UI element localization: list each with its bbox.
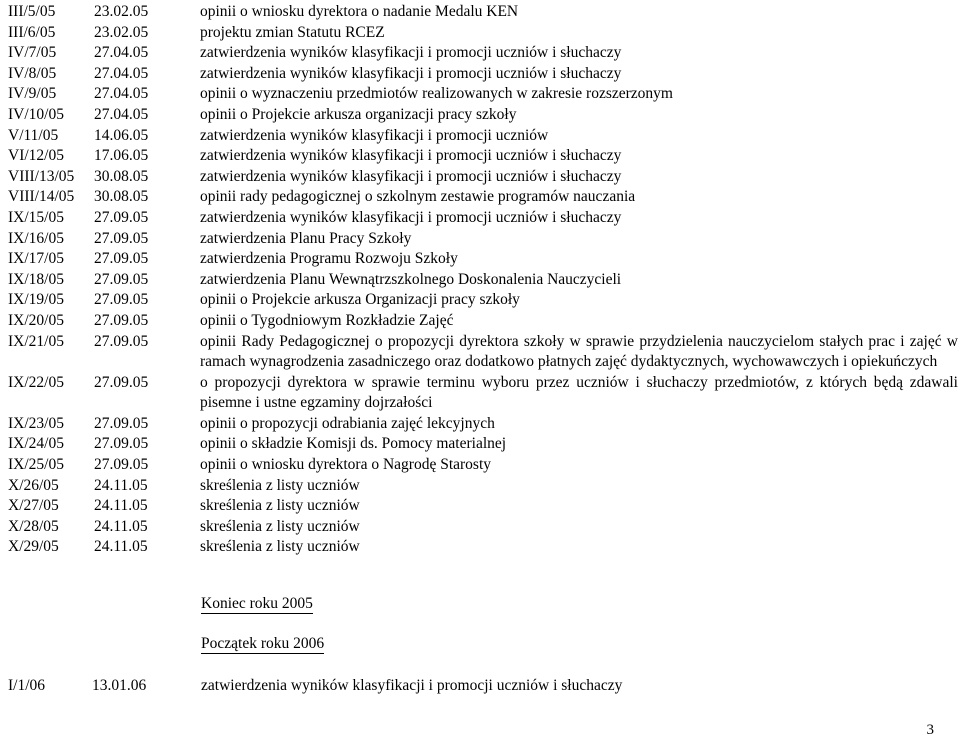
- resolution-date: 27.09.05: [94, 373, 149, 391]
- resolution-description: skreślenia z listy uczniów: [200, 538, 360, 556]
- resolution-date: 14.06.05: [94, 126, 149, 144]
- table-row: [8, 249, 958, 270]
- table-row: [8, 146, 958, 167]
- resolution-number: X/29/05: [8, 538, 59, 556]
- resolution-description: skreślenia z listy uczniów: [200, 497, 360, 515]
- resolution-date: 24.11.05: [94, 497, 148, 515]
- resolution-number: IV/9/05: [8, 85, 57, 103]
- resolution-number: IX/22/05: [8, 373, 64, 391]
- table-row: [8, 229, 958, 250]
- resolution-number: IV/7/05: [8, 44, 57, 62]
- resolution-number: IX/23/05: [8, 414, 64, 432]
- resolution-description: zatwierdzenia Planu Wewnątrzszkolnego Doskonalenia Nauczycieli: [200, 270, 622, 288]
- resolution-description: opinii o wniosku dyrektora o nadanie Medalu KEN: [200, 3, 519, 20]
- table-row: [8, 84, 958, 105]
- resolution-date: 27.09.05: [94, 250, 149, 268]
- resolution-number: V/11/05: [8, 126, 59, 144]
- table-row: [8, 517, 958, 538]
- resolution-date: 13.01.06: [92, 677, 147, 694]
- resolution-description: projektu zmian Statutu RCEZ: [200, 23, 385, 41]
- resolution-description: opinii o Projekcie arkusza organizacji pracy szkoły: [200, 105, 517, 123]
- resolution-date: 24.11.05: [94, 517, 148, 535]
- resolution-description: opinii o Tygodniowym Rozkładzie Zajęć: [200, 311, 454, 329]
- resolution-description: opinii rady pedagogicznej o szkolnym zestawie programów nauczania: [200, 188, 636, 206]
- resolution-description: zatwierdzenia Programu Rozwoju Szkoły: [200, 250, 458, 268]
- resolution-number: X/28/05: [8, 517, 59, 535]
- table-row: [8, 43, 958, 64]
- resolution-date: 27.09.05: [94, 291, 149, 309]
- table-row: [8, 434, 958, 455]
- resolution-number: IV/8/05: [8, 64, 57, 82]
- resolution-number: IX/17/05: [8, 250, 64, 268]
- start-of-year-label: Początek roku 2006: [201, 635, 325, 652]
- table-row: [8, 126, 958, 147]
- resolution-date: 27.09.05: [94, 332, 149, 350]
- resolution-date: 27.09.05: [94, 229, 149, 247]
- table-row: [8, 187, 958, 208]
- resolution-number: IX/19/05: [8, 291, 64, 309]
- resolution-date: 27.09.05: [94, 456, 149, 474]
- resolution-number: X/27/05: [8, 497, 59, 515]
- table-row: [8, 414, 958, 435]
- resolution-number: IX/21/05: [8, 332, 64, 350]
- resolution-description: opinii o Projekcie arkusza Organizacji pracy szkoły: [200, 291, 520, 309]
- resolution-date: 23.02.05: [94, 3, 149, 20]
- resolution-date: 27.04.05: [94, 64, 149, 82]
- table-row: [8, 167, 958, 188]
- resolution-date: 27.04.05: [94, 44, 149, 62]
- table-row: [8, 476, 958, 497]
- page-number: 3: [926, 722, 934, 738]
- resolution-number: IV/10/05: [8, 105, 64, 123]
- table-row: [8, 105, 958, 126]
- resolution-date: 27.04.05: [94, 105, 149, 123]
- table-row: [8, 270, 958, 291]
- table-row: [8, 208, 958, 229]
- resolutions-table-body: [8, 2, 958, 558]
- table-row: [8, 373, 958, 414]
- resolution-description: skreślenia z listy uczniów: [200, 517, 360, 535]
- resolution-date: 27.09.05: [94, 270, 149, 288]
- resolution-number: IX/20/05: [8, 311, 64, 329]
- resolution-description: skreślenia z listy uczniów: [200, 476, 360, 494]
- table-row: [8, 64, 958, 85]
- resolution-description: opinii Rady Pedagogicznej o propozycji dyrektora szkoły w sprawie przydzielenia nauczycielom stałych prac i zajęć w ramach wynagrodzenia zasadniczego oraz dodatkowo płatnych zajęć dydaktycznych, wychowawczych i opiekuńczych: [200, 332, 958, 371]
- resolution-date: 30.08.05: [94, 188, 149, 206]
- resolution-description: zatwierdzenia wyników klasyfikacji i promocji uczniów i słuchaczy: [200, 44, 622, 62]
- resolution-description: zatwierdzenia wyników klasyfikacji i promocji uczniów i słuchaczy: [201, 677, 623, 694]
- resolution-number: VIII/14/05: [8, 188, 75, 206]
- resolution-number: III/6/05: [8, 23, 56, 41]
- resolution-description: zatwierdzenia wyników klasyfikacji i promocji uczniów: [200, 126, 549, 144]
- resolution-description: opinii o wyznaczeniu przedmiotów realizowanych w zakresie rozszerzonym: [200, 85, 673, 103]
- resolution-date: 17.06.05: [94, 147, 149, 165]
- resolution-date: 27.09.05: [94, 311, 149, 329]
- resolution-description: opinii o wniosku dyrektora o Nagrodę Starosty: [200, 456, 492, 474]
- table-row: [8, 537, 958, 558]
- resolution-description: opinii o propozycji odrabiania zajęć lekcyjnych: [200, 414, 495, 432]
- resolution-number: X/26/05: [8, 476, 59, 494]
- resolution-date: 27.09.05: [94, 208, 149, 226]
- table-row: [8, 23, 958, 44]
- resolution-date: 24.11.05: [94, 538, 148, 556]
- resolution-number: VI/12/05: [8, 147, 64, 165]
- end-of-year-label: Koniec roku 2005: [201, 595, 313, 612]
- resolution-number: I/1/06: [8, 677, 46, 694]
- resolutions-table: [8, 2, 958, 558]
- resolution-number: III/5/05: [8, 3, 56, 20]
- resolution-description: opinii o składzie Komisji ds. Pomocy materialnej: [200, 435, 507, 453]
- resolution-description: zatwierdzenia wyników klasyfikacji i promocji uczniów i słuchaczy: [200, 64, 622, 82]
- resolution-date: 27.09.05: [94, 414, 149, 432]
- resolution-description: zatwierdzenia wyników klasyfikacji i promocji uczniów i słuchaczy: [200, 147, 622, 165]
- resolution-date: 27.04.05: [94, 85, 149, 103]
- table-row: [8, 311, 958, 332]
- resolution-number: VIII/13/05: [8, 167, 75, 185]
- resolution-date: 24.11.05: [94, 476, 148, 494]
- table-row: [8, 2, 958, 23]
- table-row: [8, 290, 958, 311]
- resolution-description: o propozycji dyrektora w sprawie terminu wyboru przez uczniów i słuchaczy przedmiotów, z których będą zdawali pisemne i ustne egzaminy dojrzałości: [200, 373, 958, 412]
- resolution-number: IX/18/05: [8, 270, 64, 288]
- table-row: [8, 455, 958, 476]
- resolution-number: IX/24/05: [8, 435, 64, 453]
- resolution-date: 30.08.05: [94, 167, 149, 185]
- resolution-number: IX/15/05: [8, 208, 64, 226]
- resolution-description: zatwierdzenia wyników klasyfikacji i promocji uczniów i słuchaczy: [200, 208, 622, 226]
- table-row: [8, 496, 958, 517]
- resolution-description: zatwierdzenia wyników klasyfikacji i promocji uczniów i słuchaczy: [200, 167, 622, 185]
- resolution-date: 23.02.05: [94, 23, 149, 41]
- table-row: [8, 332, 958, 373]
- resolution-number: IX/16/05: [8, 229, 64, 247]
- resolution-number: IX/25/05: [8, 456, 64, 474]
- resolution-description: zatwierdzenia Planu Pracy Szkoły: [200, 229, 412, 247]
- resolution-date: 27.09.05: [94, 435, 149, 453]
